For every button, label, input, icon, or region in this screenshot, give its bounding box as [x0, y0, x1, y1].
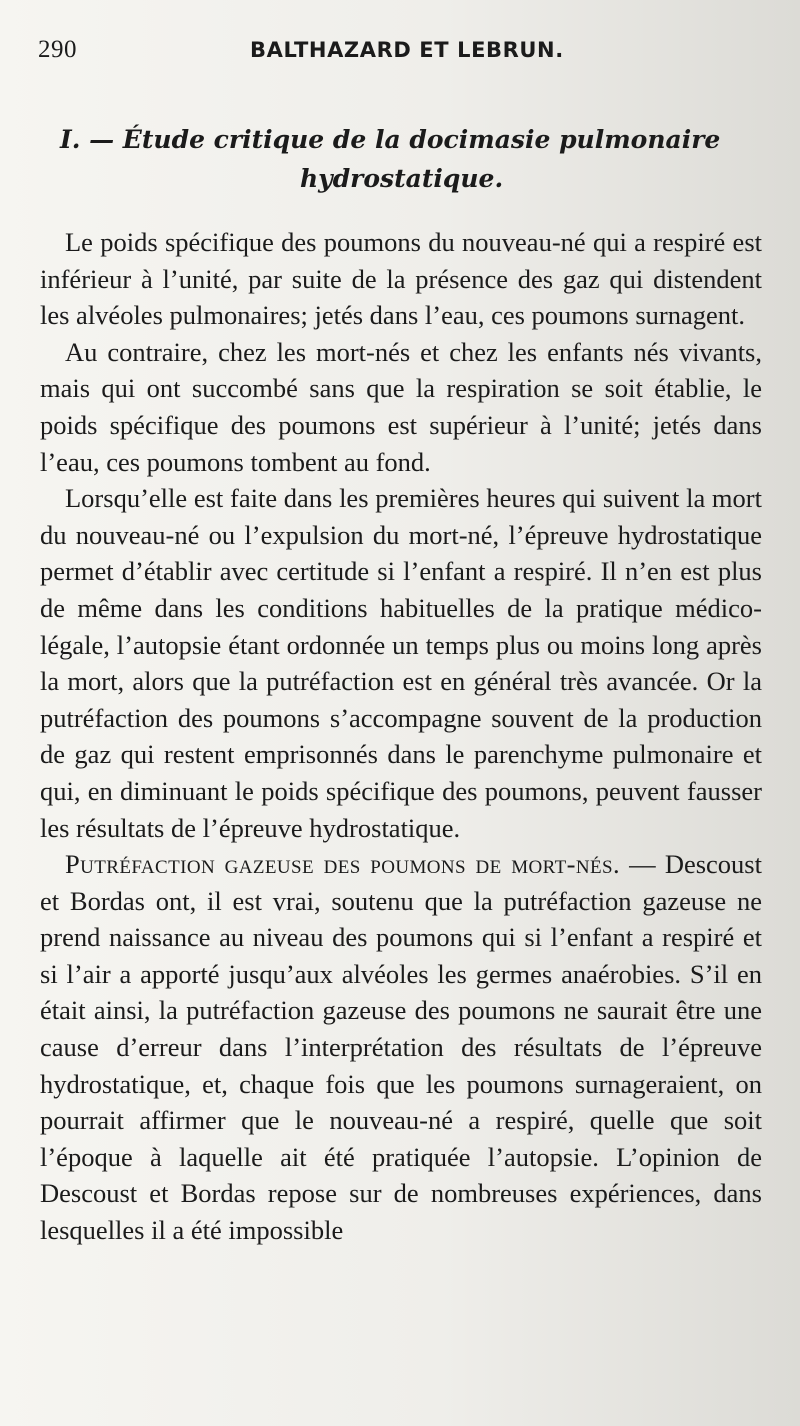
running-header [38, 36, 760, 70]
section-heading-line-1: I. — Étude critique de la docimasie pulmonaire [60, 125, 721, 154]
section-heading-line-2: hydrostatique. [300, 164, 504, 193]
paragraph-3 [40, 480, 762, 846]
paragraph-1 [40, 224, 762, 334]
paragraph-4 [40, 846, 762, 1249]
paragraph-3-text: Lorsqu’elle est faite dans les premières heures qui suivent la mort du nouveau-né ou l’expulsion du mort-né, l’épreuve hydrostatique permet d’établir avec certitude si l’enfant a respiré. Il n’en est plus de même dans les conditions habituelles de la pratique médico-légale, l’autopsie étant ordonnée un temps plus ou moins long après la mort, alors que la putréfaction est en général très avancée. Or la putréfaction des poumons s’accompagne souvent de la production de gaz qui restent emprisonnés dans le parenchyme pulmonaire et qui, en diminuant le poids spécifique des poumons, peuvent fausser les résultats de l’épreuve hydrostatique. [40, 483, 762, 843]
paragraph-1-text: Le poids spécifique des poumons du nouveau-né qui a respiré est inférieur à l’unité, par suite de la présence des gaz qui distendent les alvéoles pulmonaires; jetés dans l’eau, ces poumons surnagent. [40, 227, 762, 331]
paragraph-2-text: Au contraire, chez les mort-nés et chez les enfants nés vivants, mais qui ont succombé sans que la respiration se soit établie, le poids spécifique des poumons est supérieur à l’unité; jetés dans l’eau, ces poumons tombent au fond. [40, 336, 762, 477]
body-text [40, 224, 762, 1249]
running-title: BALTHAZARD ET LEBRUN. [250, 38, 564, 62]
paragraph-4-text: — Descoust et Bordas ont, il est vrai, soutenu que la putréfaction gazeuse ne prend naissance au niveau des poumons qui si l’enfant a respiré et si l’air a apporté jusqu’aux alvéoles les germes anaérobies. S’il en était ainsi, la putréfaction gazeuse des poumons ne saurait être une cause d’erreur dans l’interprétation des résultats de l’épreuve hydrostatique, et, chaque fois que les poumons surnageraient, on pourrait affirmer que le nouveau-né a respiré, quelle que soit l’époque à laquelle ait été pratiquée l’autopsie. L’opinion de Descoust et Bordas repose sur de nombreuses expériences, dans lesquelles il a été impossible [40, 849, 762, 1246]
paragraph-2 [40, 334, 762, 480]
page-number: 290 [38, 36, 77, 63]
section-heading [60, 120, 750, 198]
paragraph-4-lead: Putréfaction gazeuse des poumons de mort-nés. [65, 849, 620, 880]
